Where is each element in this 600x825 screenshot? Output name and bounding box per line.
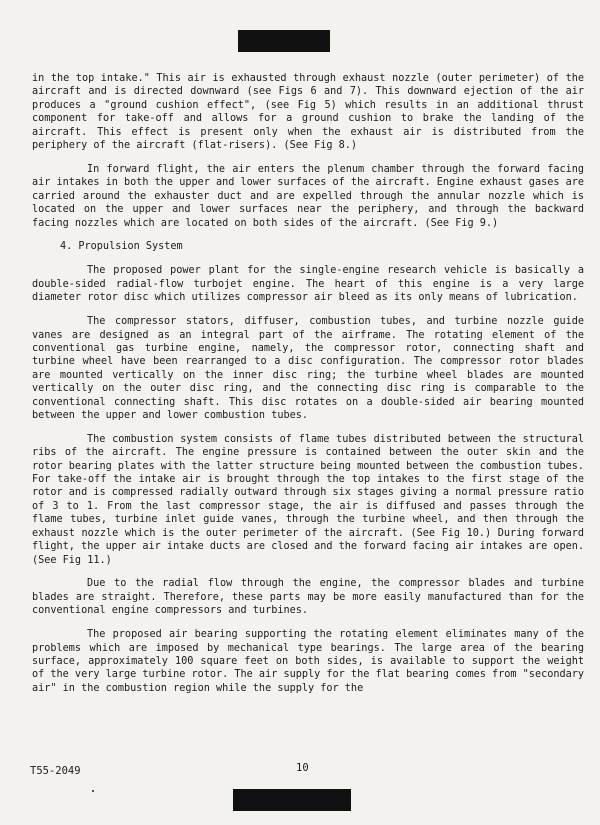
document-id: T55-2049 xyxy=(30,765,81,777)
paragraph-4: The compressor stators, diffuser, combustion tubes, and turbine nozzle guide vanes are designed as an integral part of the airframe. The rotating element of the conventional gas turbine engine, namely, the compressor rotor, connecting shaft and turbine wheel have been rearranged to a disc configuration. The compressor rotor blades are mounted vertically on the inner disc ring; the turbine wheel blades are mounted vertically on the outer disc ring, and the connecting disc ring is comparable to the conventional connecting shaft. This disc rotates on a double-sided air bearing mounted between the upper and lower combustion tubes. xyxy=(32,316,584,421)
section-heading: 4. Propulsion System xyxy=(60,241,183,253)
paragraph-5: The combustion system consists of flame tubes distributed between the structural ribs of the aircraft. The engine pressure is contained between the outer skin and the rotor bearing plates with the latter structure being mounted between the combustion tubes. For take-off the intake air is brought through the top intakes to the first stage of the rotor and is compressed radially outward through six stages giving a normal pressure ratio of 3 to 1. From the last compressor stage, the air is diffused and passes through the flame tubes, turbine inlet guide vanes, through the turbine wheel, and then through the exhaust nozzle which is the outer perimeter of the aircraft. (See Fig 10.) During forward flight, the upper air intake ducts are closed and the forward facing air intakes are open. (See Fig 11.) xyxy=(32,433,585,566)
paragraph-2: In forward flight, the air enters the plenum chamber through the forward facing air intakes in both the upper and lower surfaces of the aircraft. Engine exhaust gases are carried around the exhauster duct and are expelled through the annular nozzle which is located on the upper and lower surfaces near the periphery, and through the backward facing nozzles which are located on both sides of the aircraft. (See Fig 9.) xyxy=(32,163,585,229)
page-number: 10 xyxy=(296,762,309,774)
paragraph-3: The proposed power plant for the single-engine research vehicle is basically a double-sided radial-flow turbojet engine. The heart of this engine is a very large diameter rotor disc which utilizes compressor air bleed as its only means of lubrication. xyxy=(32,265,584,304)
redaction-bar-bottom xyxy=(233,789,351,811)
paragraph-1: in the top intake." This air is exhausted through exhaust nozzle (outer perimeter) of the aircraft and is directed downward (see Figs 6 and 7). This downward ejection of the air produces a "ground cushion effect", (see Fig 5) which results in an additional thrust component for take-off and allows for a ground cushion to brake the landing of the aircraft. This effect is present only when the exhaust air is distributed from the periphery of the aircraft (flat-risers). (See Fig 8.) xyxy=(32,73,584,152)
paragraph-6: Due to the radial flow through the engine, the compressor blades and turbine blades are straight. Therefore, these parts may be more easily manufactured than for the conventional engine compressors and turbines. xyxy=(32,578,584,617)
redaction-bar-top xyxy=(238,30,330,52)
scan-speck xyxy=(92,790,94,792)
document-body xyxy=(32,72,584,706)
paragraph-7: The proposed air bearing supporting the rotating element eliminates many of the problems which are imposed by mechanical type bearings. The large area of the bearing surface, approximately 100 square feet on both sides, is available to support the weight of the very large turbine rotor. The air supply for the flat bearing comes from "secondary air" in the combustion region while the supply for the xyxy=(32,629,585,694)
